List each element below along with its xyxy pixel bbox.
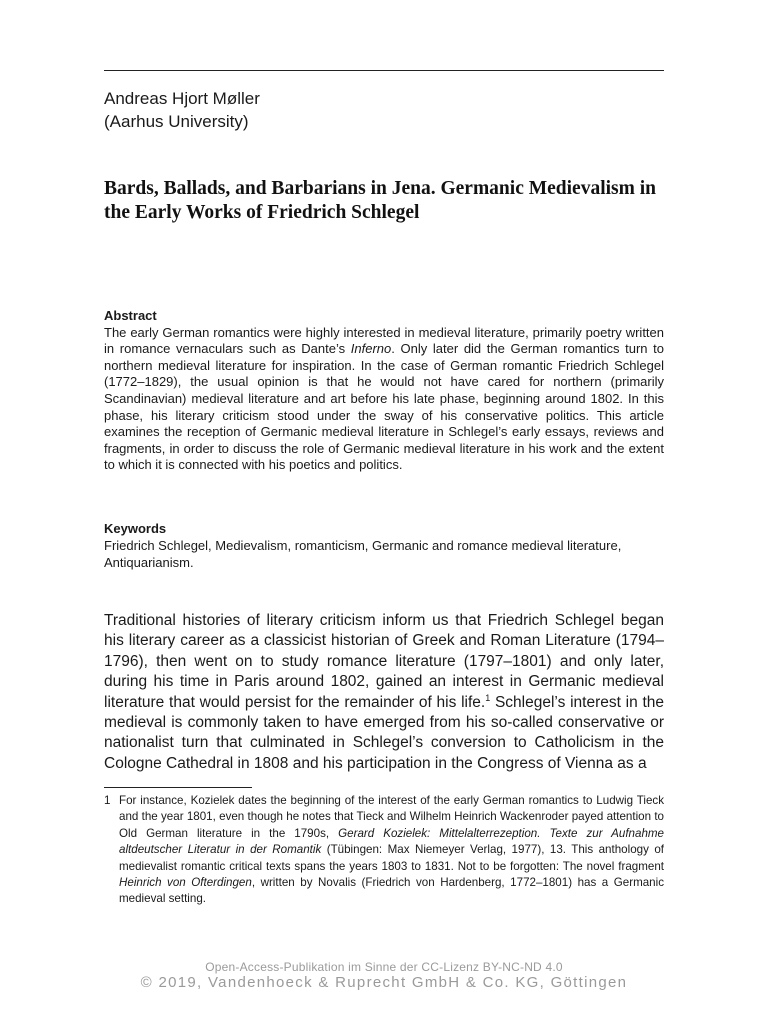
abstract-text-part-1: The early German romantics were highly interested in medieval literature, primarily poetry written in romance vernaculars such as Dante’s [104,324,664,357]
keywords-section [104,520,664,571]
footnote [104,793,664,908]
article-title: Bards, Ballads, and Barbarians in Jena. Germanic Medievalism in the Early Works of Friedrich Schlegel [104,178,657,223]
keywords-heading: Keywords [104,521,167,536]
abstract-section [104,308,664,474]
header-rule [104,70,664,71]
abstract-text-part-2: . Only later did the German romantics turn to northern medieval literature for inspiration. In the case of German romantic Friedrich Schlegel (1772–1829), the usual opinion is that he would not have cared for northern (primarily Scandinavian) medieval literature and art before his late phase, beginning around 1802. In this phase, his literary criticism stood under the sway of his conservative politics. This article examines the reception of Germanic medieval literature in Schlegel’s early essays, reviews and fragments, in order to discuss the role of Germanic medieval literature in his work and the extent to which it is connected with his poetics and politics. [104,341,664,473]
footnote-text [119,793,664,908]
footnote-italic-ofterdingen: Heinrich von Ofterdingen [119,876,252,890]
footnote-rule [104,787,252,788]
footnote-text-part-2: (Tübingen: Max Niemeyer Verlag, 1977), 13. This anthology of medievalist romantic critical texts spans the years 1803 to 1831. Not to be forgotten: The novel fragment [119,843,665,873]
author-affiliation: (Aarhus University) [104,112,249,131]
body-text-part-1: Traditional histories of literary criticism inform us that Friedrich Schlegel began his literary career as a classicist historian of Greek and Roman Literature (1794–1796), then went on to study romance literature (1797–1801) and only later, during his time in Paris around 1802, gained an interest in Germanic medieval literature that would persist for the remainder of his life. [104,612,664,711]
copyright-notice: © 2019, Vandenhoeck & Ruprecht GmbH & Co. KG, Göttingen [140,974,628,991]
keywords-text: Friedrich Schlegel, Medievalism, romanticism, Germanic and romance medieval literature, Antiquarianism. [104,538,622,570]
footnote-reference[interactable]: 1 [485,692,491,703]
footnote-number: 1 [104,794,111,807]
license-notice: Open-Access-Publikation im Sinne der CC-Lizenz BY-NC-ND 4.0 [205,960,563,974]
footnote-text-part-3: , written by Novalis (Friedrich von Hardenberg, 1772–1801) has a Germanic medieval setting. [119,876,664,906]
footnote-italic-kozielek: Gerard Kozielek: Mittelalterrezeption. Texte zur Aufnahme altdeutscher Literatur in der Romantik [119,826,664,857]
body-paragraph [104,611,664,774]
author-name: Andreas Hjort Møller [104,89,260,108]
abstract-text [104,325,664,474]
footnote-text-part-1: For instance, Kozielek dates the beginning of the interest of the early German romantics to Ludwig Tieck and the year 1801, even though he notes that Tieck and Wilhelm Heinrich Wackenroder payed attention to Old German literature in the 1790s, [119,794,664,840]
abstract-heading: Abstract [104,308,157,323]
author-block [104,87,664,133]
abstract-italic-inferno: Inferno [350,341,392,357]
body-text-part-2: Schlegel’s interest in the medieval is commonly taken to have emerged from his so-called conservative or nationalist turn that culminated in Schlegel’s conversion to Catholicism in the Cologne Cathedral in 1808 and his participation in the Congress of Vienna as a [104,693,664,772]
